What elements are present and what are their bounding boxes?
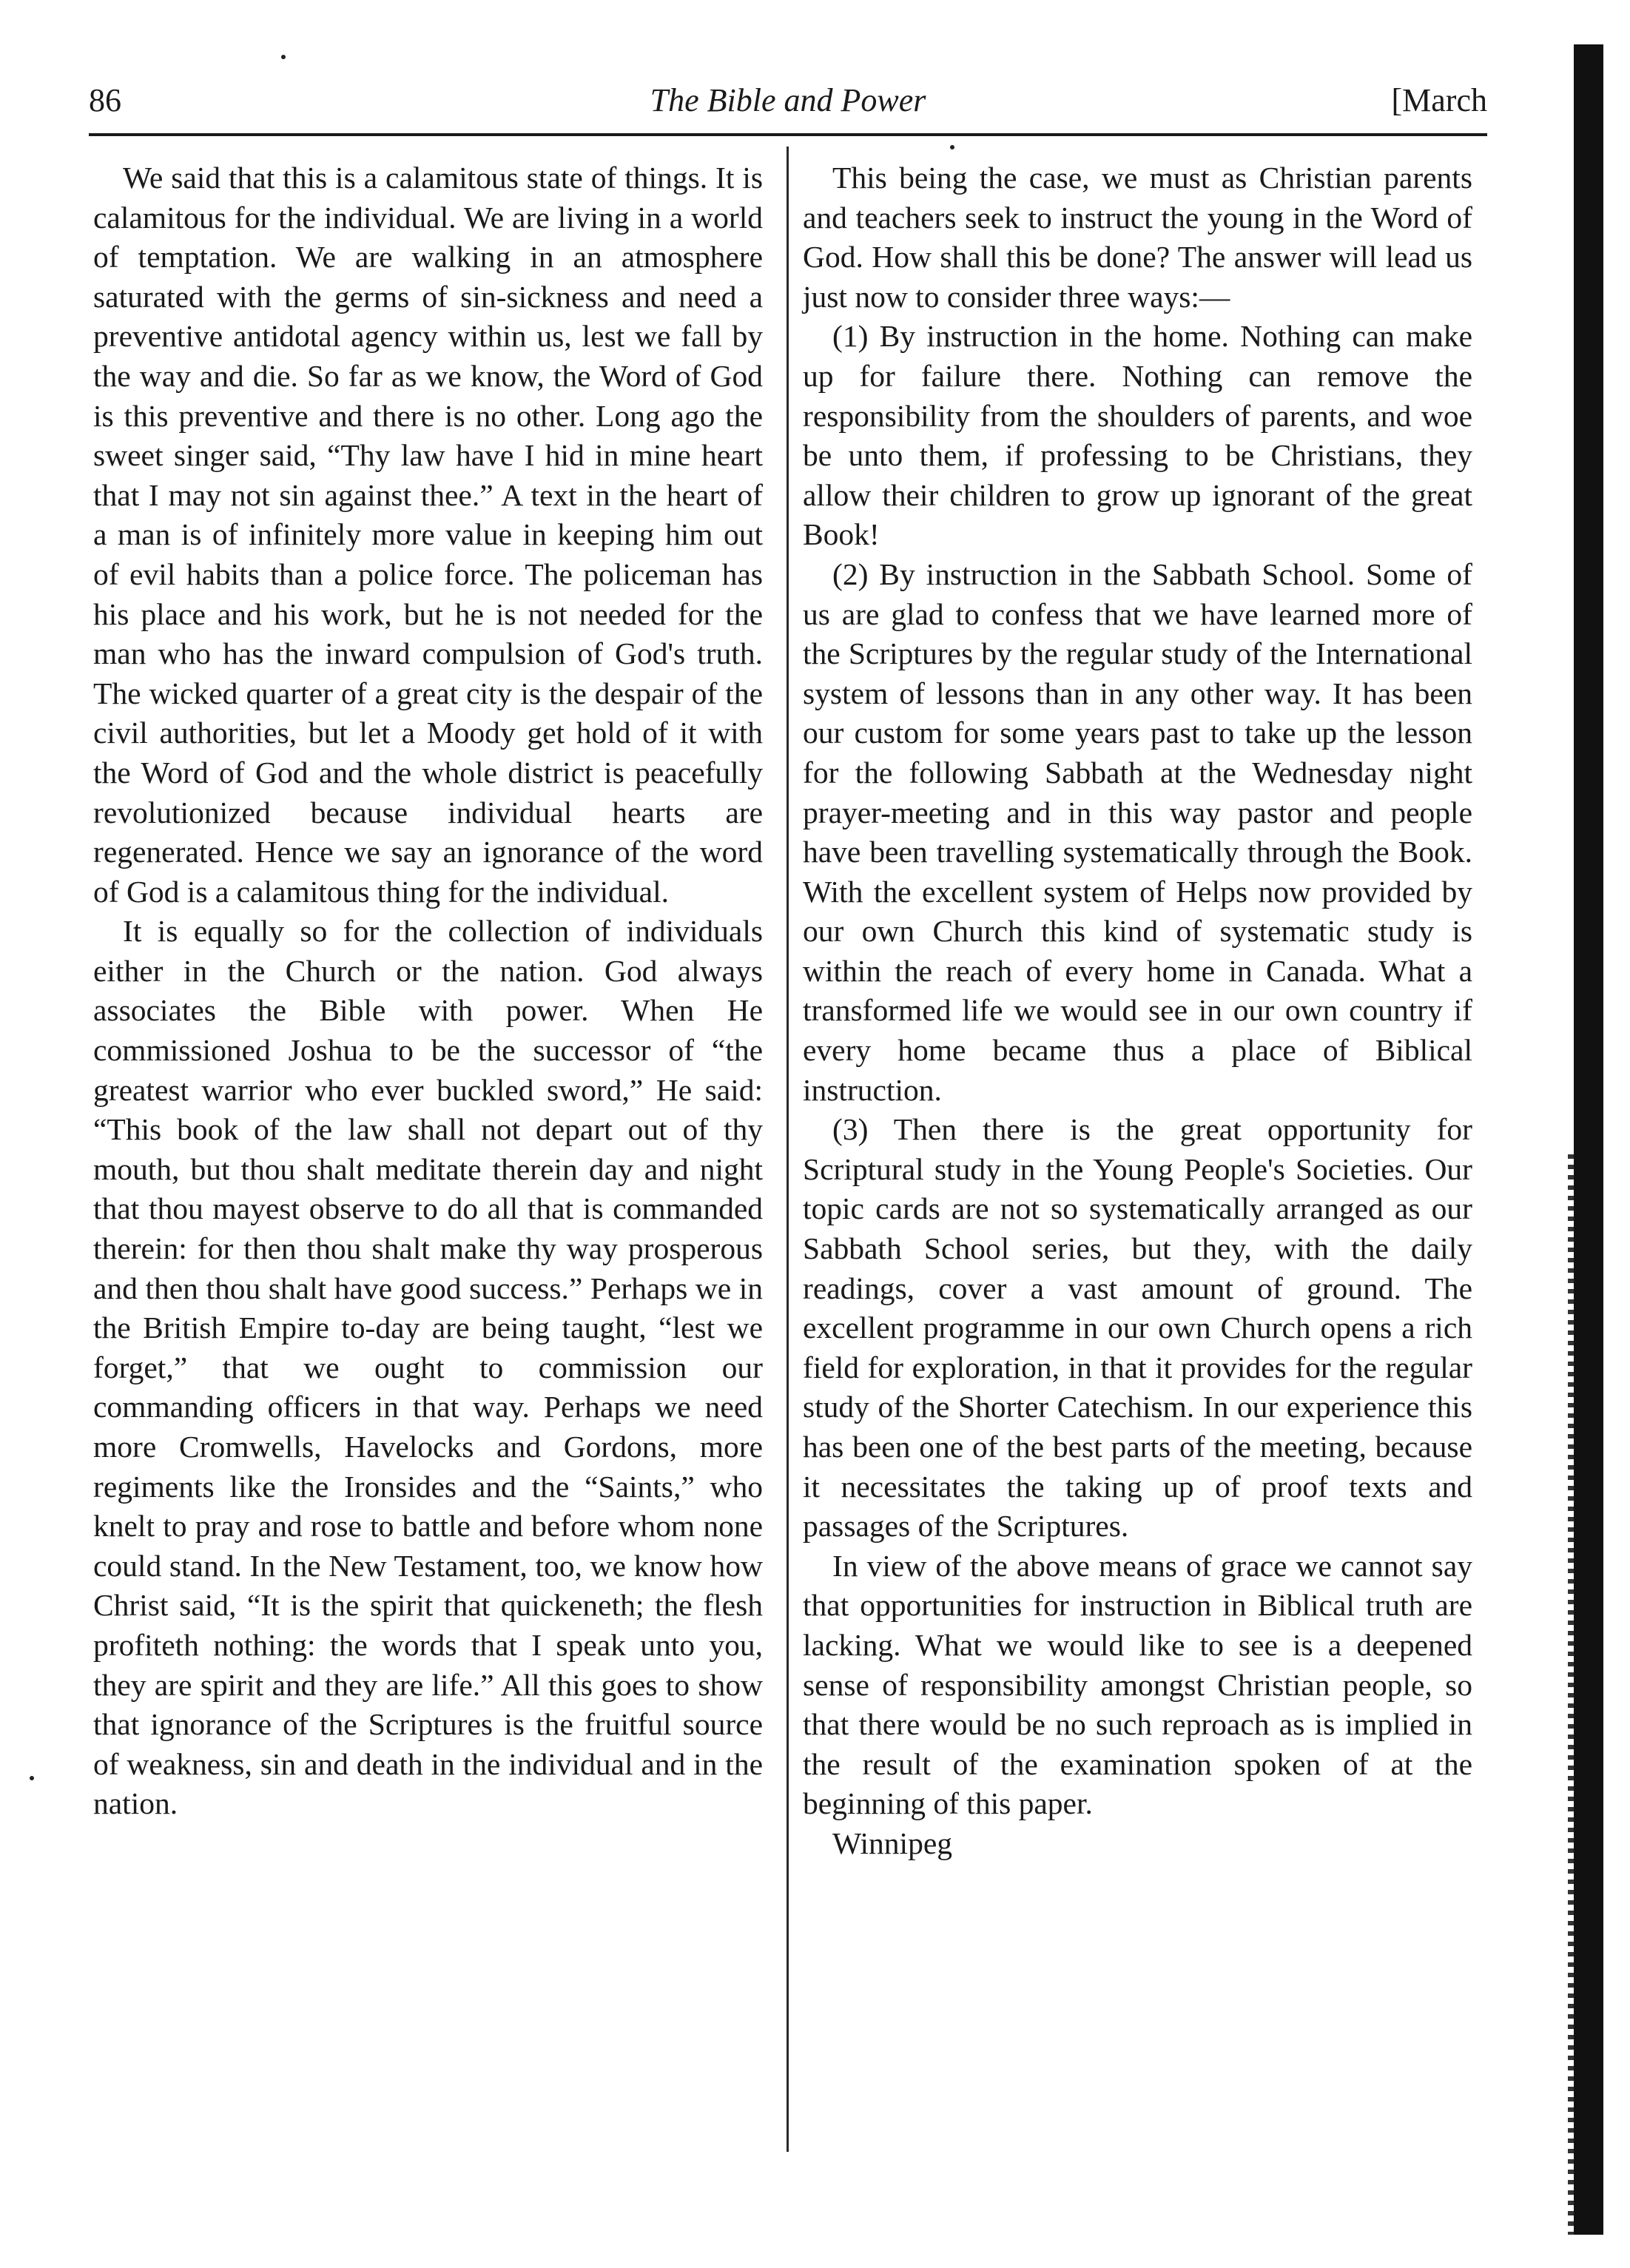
paragraph: (2) By instruction in the Sabbath School. Some of us are glad to confess that we have learned more of the Scriptures by the regular study of the International system of lessons than in any other way. It has been our custom for some years past to take up the lesson for the following Sabbath at the Wednesday night prayer-meeting and in this way pastor and people have been travelling systematically through the Book. With the excellent system of Helps now provided by our own Church this kind of systematic study is within the reach of every home in Canada. What a transformed life we would see in our own country if every home became thus a place of Biblical instruction. (803, 556, 1472, 1107)
column-divider (787, 147, 789, 2152)
paragraph: (1) By instruction in the home. Nothing can make up for failure there. Nothing can remove the responsibility from the shoulders of parents, and woe be unto them, if professing to be Christians, they allow their children to grow up ignorant of the great Book! (803, 319, 1472, 552)
paragraph: (3) Then there is the great opportunity for Scriptural study in the Young People's Societies. Our topic cards are not so systematically arranged as our Sabbath School series, but they, with the daily readings, cover a vast amount of ground. The excellent programme in our own Church opens a rich field for exploration, in that it provides for the regular study of the Shorter Catechism. In our experience this has been one of the best parts of the meeting, because it necessitates the taking up of proof texts and passages of the Scriptures. (803, 1112, 1472, 1544)
page-number: 86 (89, 82, 121, 118)
paragraph: In view of the above means of grace we cannot say that opportunities for instruction in Biblical truth are lacking. What we would like to see is a deepened sense of responsibility amongst Christian people, so that there would be no such reproach as is implied in the result of the examination spoken of at the beginning of this paper. (803, 1548, 1472, 1821)
paragraph: This being the case, we must as Christian parents and teachers seek to instruct the young in the Word of God. How shall this be done? The answer will lead us just now to consider three ways:— (803, 161, 1472, 314)
scan-speck (281, 55, 286, 59)
right-column (803, 158, 1472, 1864)
running-month: [March (1391, 82, 1487, 118)
signature-place: Winnipeg (832, 1825, 952, 1860)
paragraph: It is equally so for the collection of individuals either in the Church or the nation. God always associates the Bible with power. When He commissioned Joshua to be the successor of “the greatest warrior who ever buckled sword,” He said: “This book of the law shall not depart out of thy mouth, but thou shalt meditate therein day and night that thou mayest observe to do all that is commanded therein: for then thou shalt make thy way prosperous and then thou shalt have good success.” Perhaps we in the British Empire to-day are being taught, “lest we forget,” that we ought to commission our commanding officers in that way. Perhaps we need more Cromwells, Havelocks and Gordons, more regiments like the Ironsides and the “Saints,” who knelt to pray and rose to battle and before whom none could stand. In the New Testament, too, we know how Christ said, “It is the spirit that quickeneth; the flesh profiteth nothing: the words that I speak unto you, they are spirit and they are life.” All this goes to show that ignorance of the Scriptures is the fruitful source of weakness, sin and death in the individual and in the nation. (93, 914, 763, 1821)
paragraph: We said that this is a calamitous state of things. It is calamitous for the individual. We are living in a world of temptation. We are walking in an atmosphere saturated with the germs of sin-sickness and need a preventive antidotal agency within us, lest we fall by the way and die. So far as we know, the Word of God is this preventive and there is no other. Long ago the sweet singer said, “Thy law have I hid in mine heart that I may not sin against thee.” A text in the heart of a man is of infinitely more value in keeping him out of evil habits than a police force. The policeman has his place and his work, but he is not needed for the man who has the inward compulsion of God's truth. The wicked quarter of a great city is the despair of the civil authorities, but let a Moody get hold of it with the Word of God and the whole district is peacefully revolutionized because individual hearts are regenerated. Hence we say an ignorance of the word of God is a calamitous thing for the individual. (93, 161, 763, 909)
running-title: The Bible and Power (650, 82, 926, 118)
header-rule (89, 133, 1487, 136)
left-column (93, 158, 763, 1824)
scan-speck (30, 1776, 34, 1780)
scan-speck (950, 145, 954, 149)
scan-edge-shadow (1574, 44, 1603, 2235)
running-head (89, 81, 1487, 126)
